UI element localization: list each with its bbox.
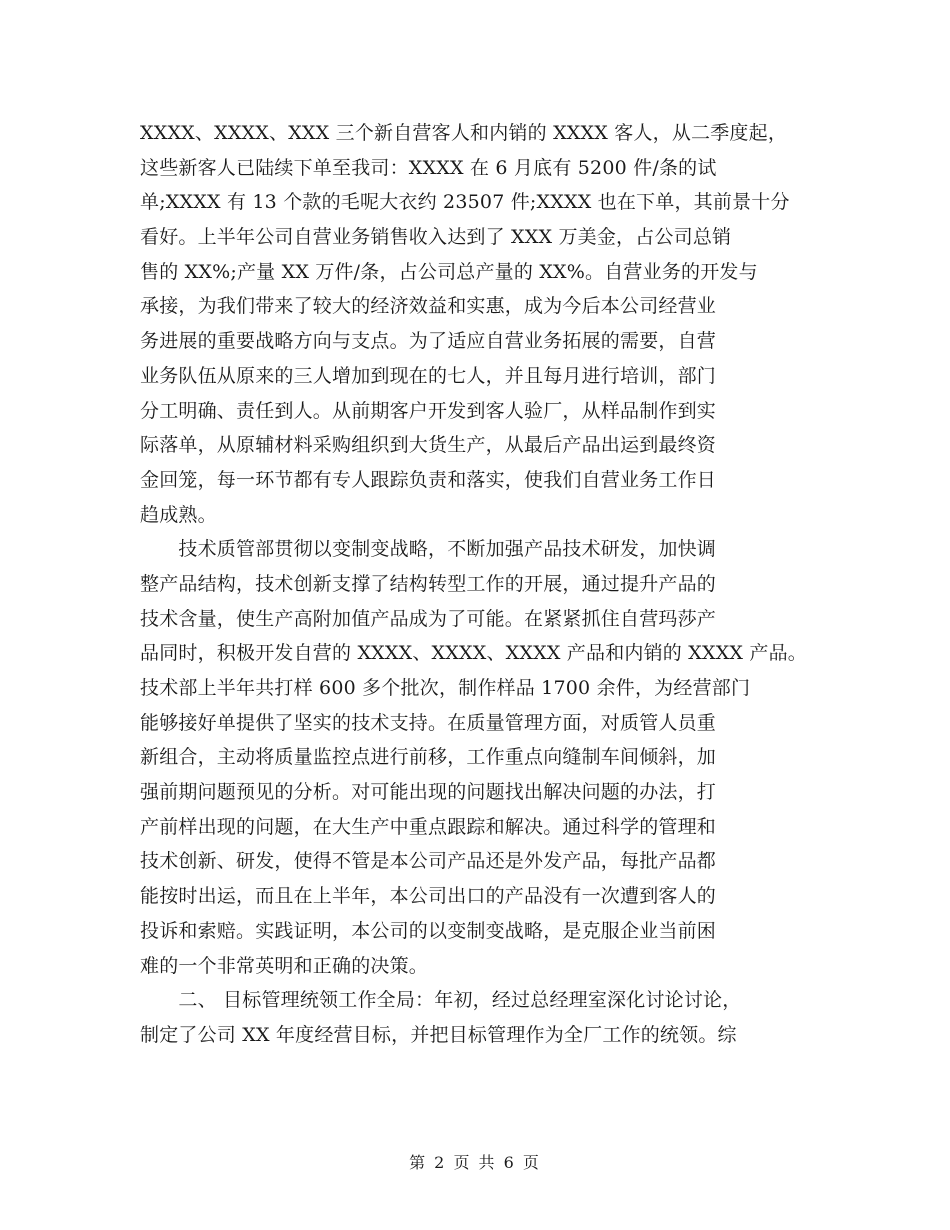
text-line: 能按时出运，而且在上半年，本公司出口的产品没有一次遭到客人的 — [140, 885, 717, 908]
text-line: 强前期问题预见的分析。对可能出现的问题找出解决问题的办法，打 — [140, 781, 717, 804]
text-line: 技术含量，使生产高附加值产品成为了可能。在紧紧抓住自营玛莎产 — [140, 607, 717, 630]
text-line: 这些新客人已陆续下单至我司：XXXX 在 6 月底有 5200 件/条的试 — [140, 156, 717, 179]
text-line: 务进展的重要战略方向与支点。为了适应自营业务拓展的需要，自营 — [140, 330, 717, 353]
text-line: 新组合，主动将质量监控点进行前移，工作重点向缝制车间倾斜，加 — [140, 746, 717, 769]
text-line: 业务队伍从原来的三人增加到现在的七人，并且每月进行培训，部门 — [140, 364, 717, 387]
text-line: 难的一个非常英明和正确的决策。 — [140, 954, 429, 977]
page-number-footer: 第 2 页 共 6 页 — [409, 1153, 541, 1172]
text-line: 技术质管部贯彻以变制变战略，不断加强产品技术研发，加快调 — [140, 538, 717, 561]
text-line: 二、 目标管理统领工作全局：年初，经过总经理室深化讨论讨论， — [140, 989, 742, 1012]
text-line: 整产品结构，技术创新支撑了结构转型工作的开展，通过提升产品的 — [140, 572, 717, 595]
text-line: 分工明确、责任到人。从前期客户开发到客人验厂，从样品制作到实 — [140, 399, 717, 422]
text-line: 承接，为我们带来了较大的经济效益和实惠，成为今后本公司经营业 — [140, 295, 717, 318]
text-line: 产前样出现的问题，在大生产中重点跟踪和解决。通过科学的管理和 — [140, 815, 717, 838]
body-text — [140, 116, 820, 1053]
text-line: XXXX、XXXX、XXX 三个新自营客人和内销的 XXXX 客人，从二季度起， — [140, 122, 788, 144]
text-line: 投诉和索赔。实践证明，本公司的以变制变战略，是克服企业当前困 — [140, 919, 717, 942]
text-line: 金回笼，每一环节都有专人跟踪负责和落实，使我们自营业务工作日 — [140, 468, 717, 491]
text-line: 看好。上半年公司自营业务销售收入达到了 XXX 万美金，占公司总销 — [140, 226, 732, 249]
text-line: 能够接好单提供了坚实的技术支持。在质量管理方面，对质管人员重 — [140, 711, 717, 734]
text-line: 趋成熟。 — [140, 503, 217, 526]
text-line: 制定了公司 XX 年度经营目标，并把目标管理作为全厂工作的统领。综 — [140, 1023, 737, 1046]
text-line: 技术创新、研发，使得不管是本公司产品还是外发产品，每批产品都 — [140, 850, 717, 873]
text-line: 技术部上半年共打样 600 多个批次，制作样品 1700 余件，为经营部门 — [140, 677, 751, 699]
text-line: 售的 XX%;产量 XX 万件/条，占公司总产量的 XX%。自营业务的开发与 — [140, 260, 758, 283]
text-line: 单;XXXX 有 13 个款的毛呢大衣约 23507 件;XXXX 也在下单，其前景十分 — [140, 191, 790, 214]
text-line: 品同时，积极开发自营的 XXXX、XXXX、XXXX 产品和内销的 XXXX 产品。 — [140, 642, 807, 665]
text-line: 际落单，从原辅材料采购组织到大货生产，从最后产品出运到最终资 — [140, 434, 717, 457]
